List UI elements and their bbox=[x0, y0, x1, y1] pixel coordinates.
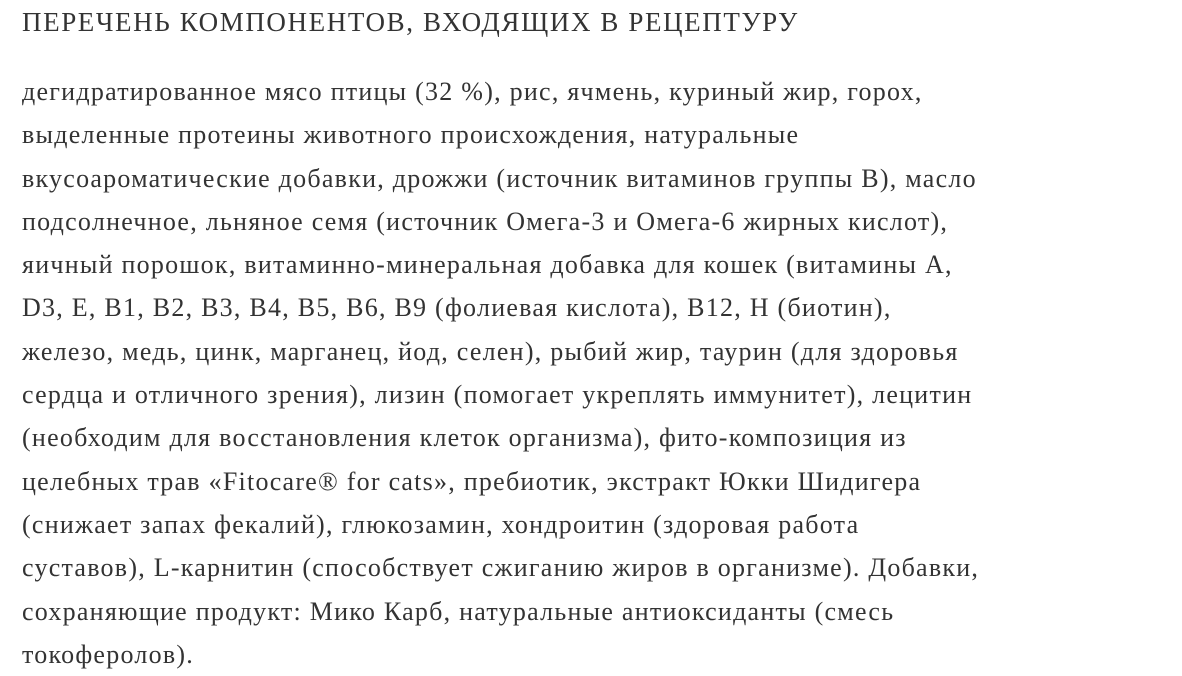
ingredients-line: сохраняющие продукт: Мико Карб, натуральные антиоксиданты (смесь bbox=[22, 596, 895, 626]
ingredients-line: D3, Е, В1, В2, В3, В4, В5, В6, В9 (фолиевая кислота), В12, Н (биотин), bbox=[22, 293, 892, 323]
ingredients-line: целебных трав «Fitocare® for cats», пребиотик, экстракт Юкки Шидигера bbox=[22, 466, 922, 496]
ingredients-heading: ПЕРЕЧЕНЬ КОМПОНЕНТОВ, ВХОДЯЩИХ В РЕЦЕПТУРУ bbox=[22, 7, 799, 37]
ingredients-line: токоферолов). bbox=[22, 639, 195, 669]
ingredients-line: вкусоароматические добавки, дрожжи (источник витаминов группы В), масло bbox=[22, 163, 977, 193]
ingredients-line: (необходим для восстановления клеток организма), фито-композиция из bbox=[22, 423, 907, 453]
ingredients-line: железо, медь, цинк, марганец, йод, селен), рыбий жир, таурин (для здоровья bbox=[22, 336, 959, 366]
ingredients-line: яичный порошок, витаминно-минеральная добавка для кошек (витамины А, bbox=[22, 250, 953, 280]
ingredients-line: суставов), L-карнитин (способствует сжиганию жиров в организме). Добавки, bbox=[22, 553, 980, 583]
ingredients-line: выделенные протеины животного происхождения, натуральные bbox=[22, 120, 800, 150]
ingredients-line: (снижает запах фекалий), глюкозамин, хондроитин (здоровая работа bbox=[22, 509, 860, 539]
ingredients-line: подсолнечное, льняное семя (источник Омега-3 и Омега-6 жирных кислот), bbox=[22, 206, 949, 236]
ingredients-text bbox=[22, 70, 1160, 676]
ingredients-line: сердца и отличного зрения), лизин (помогает укреплять иммунитет), лецитин bbox=[22, 380, 973, 410]
ingredients-line: дегидратированное мясо птицы (32 %), рис, ячмень, куриный жир, горох, bbox=[22, 77, 923, 106]
